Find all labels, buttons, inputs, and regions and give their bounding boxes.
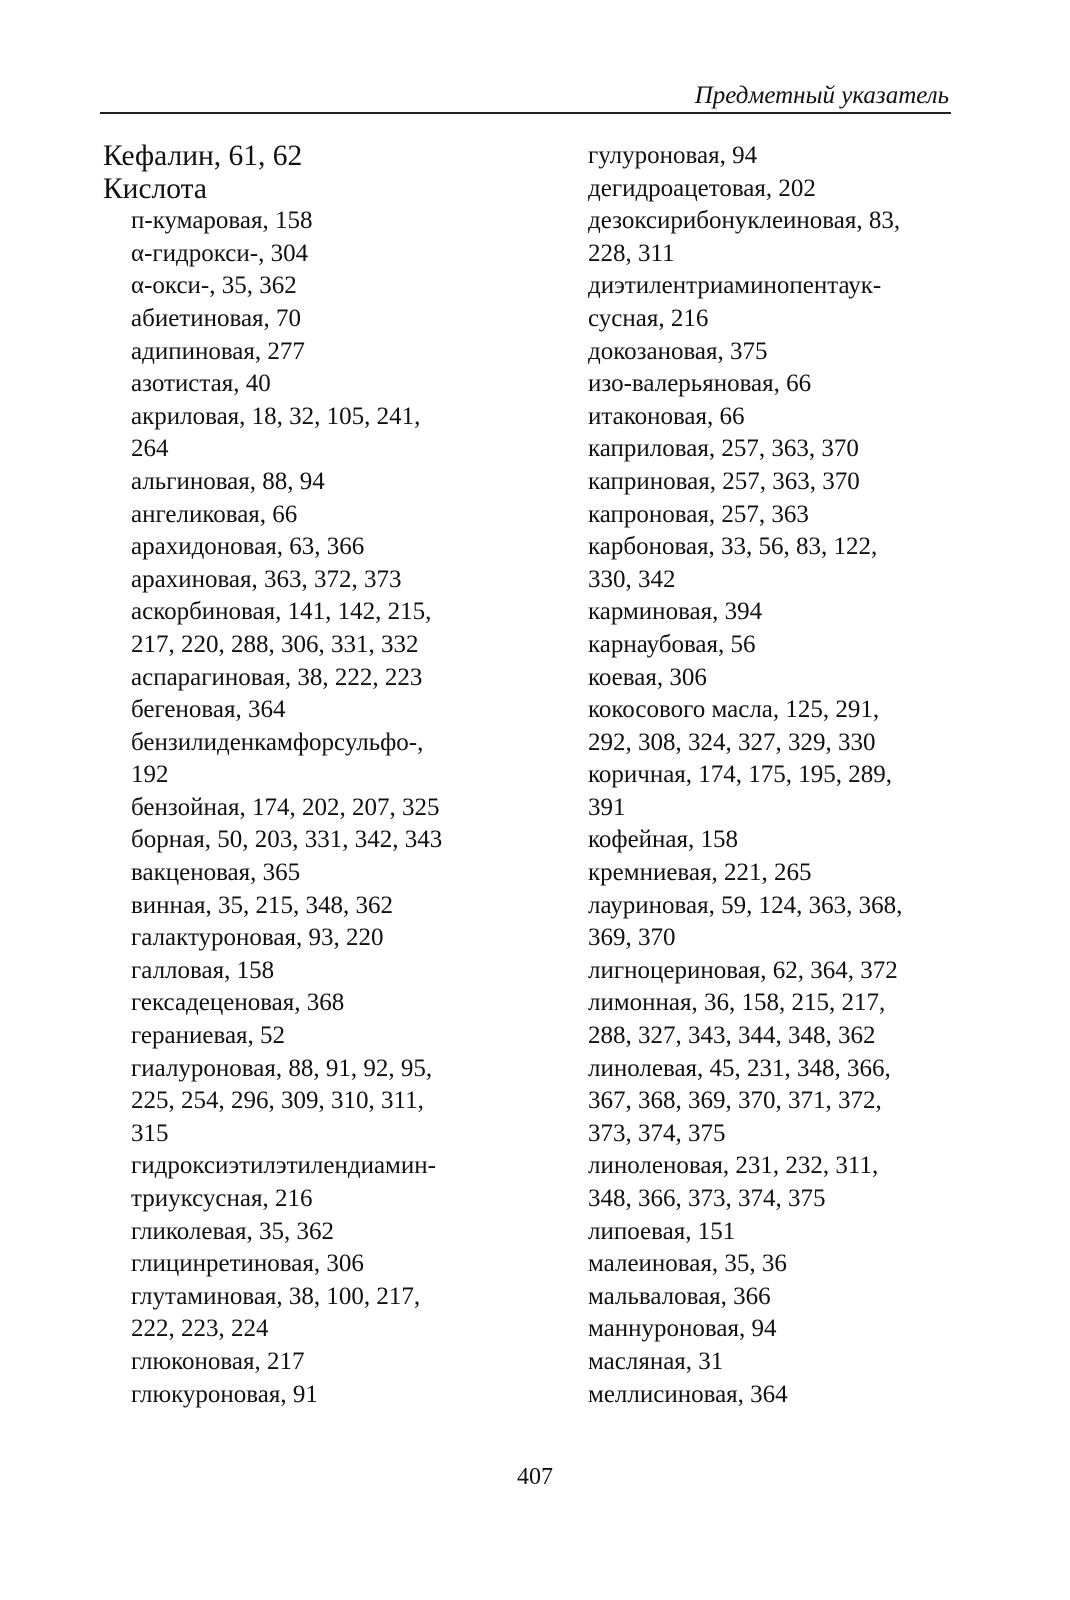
running-header-title: Предметный указатель <box>694 82 949 109</box>
index-entry: галактуроновая, 93, 220 <box>131 924 384 952</box>
index-entry: меллисиновая, 364 <box>588 1380 788 1408</box>
index-entry: гидроксиэтилэтилендиамин- <box>131 1152 436 1180</box>
index-entry: 264 <box>131 435 169 463</box>
index-entry: сусная, 216 <box>588 304 709 332</box>
index-entry: 225, 254, 296, 309, 310, 311, <box>131 1087 424 1115</box>
index-entry: 288, 327, 343, 344, 348, 362 <box>588 1022 876 1050</box>
index-entry: гиалуроновая, 88, 91, 92, 95, <box>131 1054 433 1082</box>
index-entry: малеиновая, 35, 36 <box>588 1250 787 1278</box>
index-entry: капроновая, 257, 363 <box>588 500 809 528</box>
index-entry: масляная, 31 <box>588 1347 724 1375</box>
index-entry: аскорбиновая, 141, 142, 215, <box>131 598 432 626</box>
index-entry: арахиновая, 363, 372, 373 <box>131 565 402 593</box>
index-entry: глюконовая, 217 <box>131 1347 305 1375</box>
index-entry: 369, 370 <box>588 924 676 952</box>
index-entry: липоевая, 151 <box>588 1217 736 1245</box>
index-entry: гулуроновая, 94 <box>588 142 758 169</box>
index-entry: арахидоновая, 63, 366 <box>131 533 365 561</box>
index-entry: 367, 368, 369, 370, 371, 372, <box>588 1087 882 1115</box>
index-entry: аспарагиновая, 38, 222, 223 <box>131 663 423 691</box>
index-entry: дегидроацетовая, 202 <box>588 174 816 202</box>
index-entry: 315 <box>131 1119 169 1147</box>
index-entry: 391 <box>588 793 626 821</box>
index-entry: карнаубовая, 56 <box>588 630 756 658</box>
index-entry: маннуроновая, 94 <box>588 1315 777 1343</box>
index-entry: гераниевая, 52 <box>131 1022 286 1050</box>
index-entry: коричная, 174, 175, 195, 289, <box>588 761 893 789</box>
index-entry: дезоксирибонуклеиновая, 83, <box>588 207 901 235</box>
index-entry: п-кумаровая, 158 <box>131 207 313 235</box>
index-entry: азотистая, 40 <box>131 370 271 398</box>
index-entry: карбоновая, 33, 56, 83, 122, <box>588 533 878 561</box>
index-entry: гексадеценовая, 368 <box>131 989 345 1017</box>
index-entry: изо-валерьяновая, 66 <box>588 370 812 398</box>
index-entry: бензойная, 174, 202, 207, 325 <box>131 793 440 821</box>
index-entry: α-окси-, 35, 362 <box>131 272 297 300</box>
index-entry: карминовая, 394 <box>588 598 763 626</box>
index-entry: ангеликовая, 66 <box>131 500 298 528</box>
index-entry: галловая, 158 <box>131 956 275 984</box>
index-entry: каприновая, 257, 363, 370 <box>588 467 860 495</box>
page-number: 407 <box>517 1464 553 1490</box>
index-entry: 292, 308, 324, 327, 329, 330 <box>588 728 876 756</box>
index-entry: диэтилентриаминопентаук- <box>588 272 882 300</box>
index-entry: 348, 366, 373, 374, 375 <box>588 1185 826 1212</box>
index-entry: 330, 342 <box>588 565 676 593</box>
index-entry: мальваловая, 366 <box>588 1282 771 1310</box>
index-entry: кокосового масла, 125, 291, <box>588 696 880 724</box>
page-header <box>100 80 951 114</box>
index-entry: лимонная, 36, 158, 215, 217, <box>588 989 886 1017</box>
index-entry: 192 <box>131 761 169 789</box>
index-entry: борная, 50, 203, 331, 342, 343 <box>131 826 443 854</box>
index-entry: α-гидрокси-, 304 <box>131 239 309 267</box>
index-entry: коевая, 306 <box>588 663 707 691</box>
index-entry: докозановая, 375 <box>588 337 768 365</box>
index-main-entry: Кефалин, 61, 62 <box>103 140 303 172</box>
index-column-left <box>103 140 543 1411</box>
index-entry: адипиновая, 277 <box>131 337 305 365</box>
index-entry: бегеновая, 364 <box>131 696 286 724</box>
index-main-entry: Кислота <box>103 172 207 205</box>
index-entry: итаконовая, 66 <box>588 402 745 430</box>
index-entry: кофейная, 158 <box>588 826 739 854</box>
index-entry: 217, 220, 288, 306, 331, 332 <box>131 630 419 658</box>
index-entry: линоленовая, 231, 232, 311, <box>588 1152 879 1180</box>
index-entry: 228, 311 <box>588 239 675 267</box>
index-entry: глицинретиновая, 306 <box>131 1250 364 1278</box>
index-entry: акриловая, 18, 32, 105, 241, <box>131 402 421 430</box>
index-column-right <box>588 140 968 1411</box>
index-entry: глюкуроновая, 91 <box>131 1380 318 1408</box>
index-entry: винная, 35, 215, 348, 362 <box>131 891 394 919</box>
index-entry: 222, 223, 224 <box>131 1315 269 1343</box>
index-entry: триуксусная, 216 <box>131 1185 313 1212</box>
index-entry: 373, 374, 375 <box>588 1119 726 1147</box>
index-entry: бензилиденкамфорсульфо-, <box>131 728 424 756</box>
index-entry: кремниевая, 221, 265 <box>588 859 812 887</box>
index-entry: абиетиновая, 70 <box>131 304 302 332</box>
index-entry: лигноцериновая, 62, 364, 372 <box>588 956 898 984</box>
index-entry: альгиновая, 88, 94 <box>131 467 325 495</box>
index-entry: глутаминовая, 38, 100, 217, <box>131 1282 421 1310</box>
index-entry: вакценовая, 365 <box>131 859 301 887</box>
index-entry: лауриновая, 59, 124, 363, 368, <box>588 891 903 919</box>
index-entry: гликолевая, 35, 362 <box>131 1217 335 1245</box>
index-entry: линолевая, 45, 231, 348, 366, <box>588 1054 891 1082</box>
index-entry: каприловая, 257, 363, 370 <box>588 435 859 463</box>
